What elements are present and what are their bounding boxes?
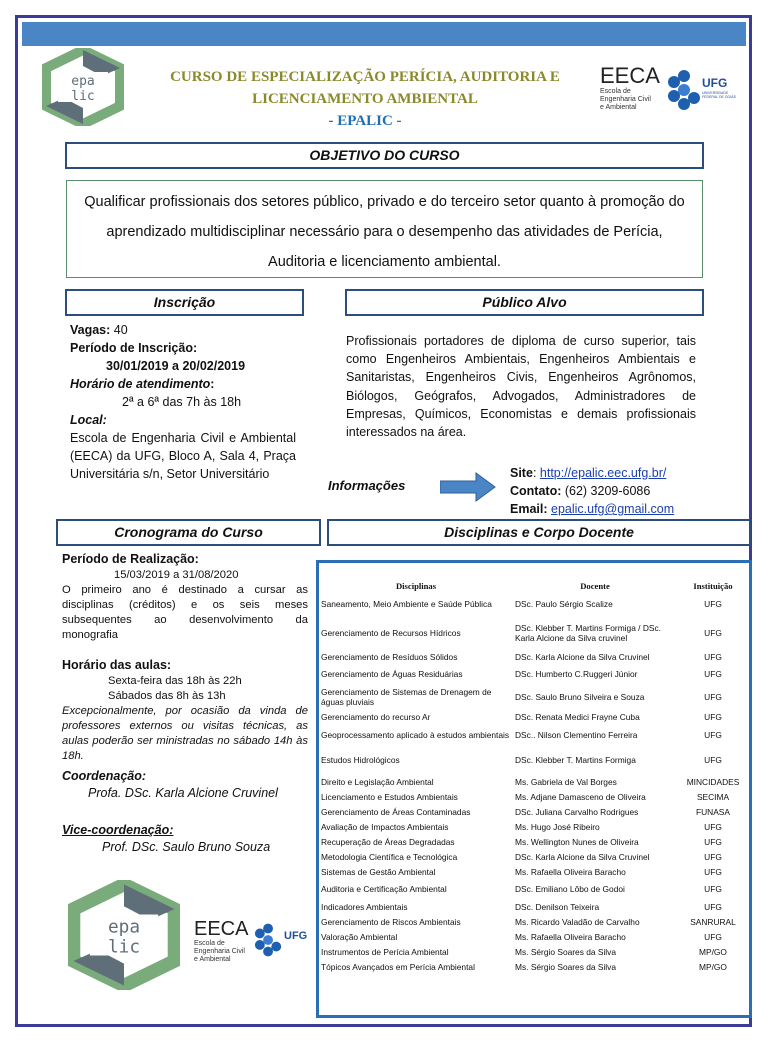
instituicao-cell: UFG	[704, 599, 722, 609]
instituicao-cell: UFG	[704, 711, 722, 722]
arrow-right-icon	[440, 472, 496, 502]
objective-heading: OBJETIVO DO CURSO	[65, 142, 704, 169]
objective-text: Qualificar profissionais dos setores público, privado e do terceiro setor quanto à promoção do aprendizado multidisciplinar necessário para o desempenho das atividades de Perícia, Auditoria e licenciamento ambiental.	[66, 180, 703, 278]
docente-cell: DSc. Klebber T. Martins Formiga / DSc. Karla Alcione da Silva cruvinel	[515, 623, 661, 643]
title-line-2: LICENCIAMENTO AMBIENTAL	[252, 91, 478, 107]
disciplina-cell: Indicadores Ambientais	[321, 901, 408, 912]
cronograma-heading: Cronograma do Curso	[56, 519, 321, 546]
instituicao-cell: SANRURAL	[690, 916, 736, 927]
instituicao-cell: UFG	[704, 651, 722, 662]
table-row	[319, 684, 749, 709]
table-row	[319, 914, 749, 929]
svg-text:epa: epa	[71, 74, 95, 89]
disciplina-cell: Gerenciamento de Águas Residuárias	[321, 669, 463, 679]
eeca-sub2: Engenharia Civil	[600, 96, 651, 103]
table-row	[319, 849, 749, 864]
docente-cell: DSc.. Nilson Clementino Ferreira	[515, 730, 638, 740]
disciplina-cell: Recuperação de Áreas Degradadas	[321, 836, 455, 847]
col-disciplinas: Disciplinas	[395, 581, 437, 591]
disciplina-cell: Gerenciamento do recurso Ar	[321, 711, 431, 722]
col-docente: Docente	[580, 581, 610, 591]
inscricao-body	[70, 321, 296, 483]
horario-aulas-label: Horário das aulas:	[62, 658, 172, 672]
docente-cell: DSc. Karla Alcione da Silva Cruvinel	[515, 851, 650, 862]
table-row	[319, 804, 749, 819]
cronograma-desc: O primeiro ano é destinado a cursar as disciplinas (créditos) e os seis meses subsequentes ao desenvolvimento da monografia	[62, 584, 308, 641]
docente-cell: Ms. Adjane Damasceno de Oliveira	[515, 791, 646, 802]
docente-cell: Ms. Ricardo Valadão de Carvalho	[515, 916, 640, 927]
informacoes-label: Informações	[328, 478, 406, 493]
table-row	[319, 834, 749, 849]
docente-cell: DSc. Saulo Bruno Silveira e Souza	[515, 691, 645, 702]
table-row	[319, 709, 749, 724]
ufg-label-bottom: UFG	[284, 930, 308, 942]
disciplina-cell: Estudos Hidrológicos	[321, 755, 400, 765]
docente-cell: Ms. Wellington Nunes de Oliveira	[515, 836, 639, 847]
realizacao-label: Período de Realização:	[62, 552, 199, 566]
eeca-sub2-bottom: Engenharia Civil	[194, 948, 245, 955]
disciplina-cell: Instrumentos de Perícia Ambiental	[321, 946, 449, 957]
informacoes-body: Site: http://epalic.eec.ufg.br/ Contato: (62) 3209-6086 Email: epalic.ufg@gmail.com	[510, 466, 675, 516]
eeca-sub3: e Ambiental	[600, 104, 637, 111]
table-row	[319, 789, 749, 804]
disciplina-cell: Licenciamento e Estudos Ambientais	[321, 791, 458, 802]
table-row	[319, 879, 749, 899]
publico-text: Profissionais portadores de diploma de curso superior, tais como Engenheiros Ambientais, Engenheiros Ambientais e Sanitaristas, Engenheiros Civis, Engenheiros Agrônomos, Biólogos, Geógrafos, Advogados, Administradores de Empresas, Químicos, Economistas e demais profissionais interessados na área.	[346, 334, 696, 440]
docente-cell: Ms. Rafaella Oliveira Baracho	[515, 866, 626, 877]
instituicao-cell: SECIMA	[696, 791, 730, 802]
publico-heading: Público Alvo	[345, 289, 704, 316]
eeca-ufg-logo-bottom	[194, 918, 314, 970]
epalic-logo	[42, 48, 124, 126]
svg-text:epa: epa	[107, 917, 141, 938]
vagas-label: Vagas:	[70, 323, 111, 337]
eeca-sub3-bottom: e Ambiental	[194, 956, 231, 963]
excecao-text: Excepcionalmente, por ocasião da vinda de professores externos ou visitas técnicas, as aulas poderão ser ministradas no sábado 14h às 18h.	[62, 705, 308, 762]
disciplina-cell: Gerenciamento de Áreas Contaminadas	[321, 806, 471, 817]
disciplina-cell: Avaliação de Impactos Ambientais	[321, 821, 449, 832]
disciplinas-heading: Disciplinas e Corpo Docente	[327, 519, 751, 546]
docente-cell: Ms. Gabriela de Val Borges	[515, 776, 617, 787]
periodo-value: 30/01/2019 a 20/02/2019	[106, 359, 246, 373]
table-row	[319, 944, 749, 959]
cronograma-body	[62, 551, 308, 856]
vice-value: Prof. DSc. Saulo Bruno Souza	[102, 840, 271, 854]
contato-value: (62) 3209-6086	[564, 484, 651, 498]
ufg-label: UFG	[702, 76, 728, 90]
title-line-1: CURSO DE ESPECIALIZAÇÃO PERÍCIA, AUDITORIA E	[170, 69, 560, 85]
table-row	[319, 899, 749, 914]
disciplina-cell: Gerenciamento de Riscos Ambientais	[321, 916, 461, 927]
disciplina-cell: Auditoria e Certificação Ambiental	[321, 884, 447, 894]
disciplina-cell: Geoprocessamento aplicado à estudos ambientais	[321, 730, 510, 740]
disciplina-cell: Gerenciamento de Sistemas de Drenagem de águas pluviais	[321, 686, 492, 707]
course-title	[150, 66, 580, 132]
horario-colon: :	[210, 377, 215, 391]
table-row	[319, 746, 749, 774]
disciplina-cell: Gerenciamento de Recursos Hídricos	[321, 628, 461, 638]
docente-cell: DSc. Emiliano Lôbo de Godoi	[515, 884, 625, 894]
eeca-ufg-logo	[600, 64, 740, 116]
instituicao-cell: UFG	[704, 628, 722, 638]
docente-cell: DSc. Humberto C.Ruggeri Júnior	[515, 669, 638, 679]
docente-cell: Ms. Rafaella Oliveira Baracho	[515, 931, 626, 942]
top-banner	[22, 22, 746, 46]
horario-aulas-1: Sexta-feira das 18h às 22h	[108, 675, 242, 687]
vagas-value: 40	[113, 323, 128, 337]
site-label: Site	[510, 466, 533, 480]
eeca-sub1-bottom: Escola de	[194, 940, 225, 947]
table-row	[319, 664, 749, 684]
disciplina-cell: Sistemas de Gestão Ambiental	[321, 866, 436, 877]
table-row	[319, 864, 749, 879]
table-row	[319, 959, 749, 974]
coord-label: Coordenação:	[62, 769, 147, 783]
eeca-title: EECA	[600, 63, 660, 88]
instituicao-cell: UFG	[704, 730, 722, 740]
svg-text:lic: lic	[71, 89, 95, 104]
instituicao-cell: UFG	[704, 931, 722, 942]
disciplina-cell: Tópicos Avançados em Perícia Ambiental	[321, 961, 475, 972]
instituicao-cell: UFG	[704, 901, 722, 912]
local-value: Escola de Engenharia Civil e Ambiental (EECA) da UFG, Bloco A, Sala 4, Praça Universitária s/n, Setor Universitário	[70, 431, 296, 481]
contato-label: Contato:	[510, 484, 562, 498]
vice-label: Vice-coordenação:	[62, 823, 174, 837]
horario-label: Horário de atendimento	[70, 377, 211, 391]
col-instituicao: Instituição	[693, 581, 733, 591]
docente-cell: DSc. Denilson Teixeira	[515, 901, 600, 912]
title-line-3: - EPALIC -	[328, 113, 402, 129]
site-link[interactable]: http://epalic.eec.ufg.br/	[539, 466, 667, 480]
docente-cell: Ms. Sérgio Soares da Silva	[515, 946, 617, 957]
docente-cell: Ms. Hugo José Ribeiro	[515, 821, 600, 832]
table-header-row	[319, 581, 749, 591]
disciplina-cell: Saneamento, Meio Ambiente e Saúde Pública	[321, 599, 492, 609]
ufg-sub: UNIVERSIDADE FEDERAL DE GOIÁS	[702, 91, 736, 99]
realizacao-value: 15/03/2019 a 31/08/2020	[114, 569, 239, 581]
coord-value: Profa. DSc. Karla Alcione Cruvinel	[88, 786, 278, 800]
eeca-title-bottom: EECA	[194, 918, 249, 940]
disciplinas-table-box	[316, 560, 752, 1018]
table-row	[319, 929, 749, 944]
table-row	[319, 617, 749, 649]
horario-aulas-2: Sábados das 8h às 13h	[108, 690, 226, 702]
local-label: Local:	[70, 413, 107, 427]
inscricao-heading: Inscrição	[65, 289, 304, 316]
instituicao-cell: MP/GO	[699, 946, 727, 957]
docente-cell: DSc. Klebber T. Martins Formiga	[515, 755, 636, 765]
table-row	[319, 819, 749, 834]
svg-text:lic: lic	[107, 937, 141, 958]
instituicao-cell: UFG	[704, 884, 722, 894]
email-link[interactable]: epalic.ufg@gmail.com	[551, 502, 675, 516]
instituicao-cell: MP/GO	[699, 961, 727, 972]
docente-cell: DSc. Juliana Carvalho Rodrigues	[515, 806, 639, 817]
epalic-logo-bottom	[68, 880, 180, 990]
disciplinas-table	[319, 581, 749, 974]
docente-cell: DSc. Karla Alcione da Silva Cruvinel	[515, 651, 650, 662]
disciplina-cell: Direito e Legislação Ambiental	[321, 776, 434, 787]
horario-value: 2ª a 6ª das 7h às 18h	[122, 395, 242, 409]
eeca-sub1: Escola de	[600, 88, 631, 95]
instituicao-cell: UFG	[704, 836, 722, 847]
periodo-label: Período de Inscrição:	[70, 341, 198, 355]
instituicao-cell: FUNASA	[696, 806, 730, 817]
docente-cell: DSc. Paulo Sérgio Scalize	[515, 599, 613, 609]
email-label: Email:	[510, 502, 548, 516]
instituicao-cell: UFG	[704, 669, 722, 679]
table-row	[319, 591, 749, 617]
disciplina-cell: Metodologia Científica e Tecnológica	[321, 851, 458, 862]
table-row	[319, 774, 749, 789]
disciplina-cell: Gerenciamento de Resíduos Sólidos	[321, 651, 458, 662]
instituicao-cell: MINCIDADES	[686, 776, 740, 787]
instituicao-cell: UFG	[704, 821, 722, 832]
docente-cell: DSc. Renata Medici Frayne Cuba	[515, 711, 640, 722]
disciplina-cell: Valoração Ambiental	[321, 931, 398, 942]
instituicao-cell: UFG	[704, 866, 722, 877]
ufg-logo-icon	[662, 68, 740, 112]
docente-cell: Ms. Sérgio Soares da Silva	[515, 961, 617, 972]
table-row	[319, 649, 749, 664]
table-row	[319, 724, 749, 746]
instituicao-cell: UFG	[704, 755, 722, 765]
instituicao-cell: UFG	[704, 691, 722, 702]
instituicao-cell: UFG	[704, 851, 722, 862]
